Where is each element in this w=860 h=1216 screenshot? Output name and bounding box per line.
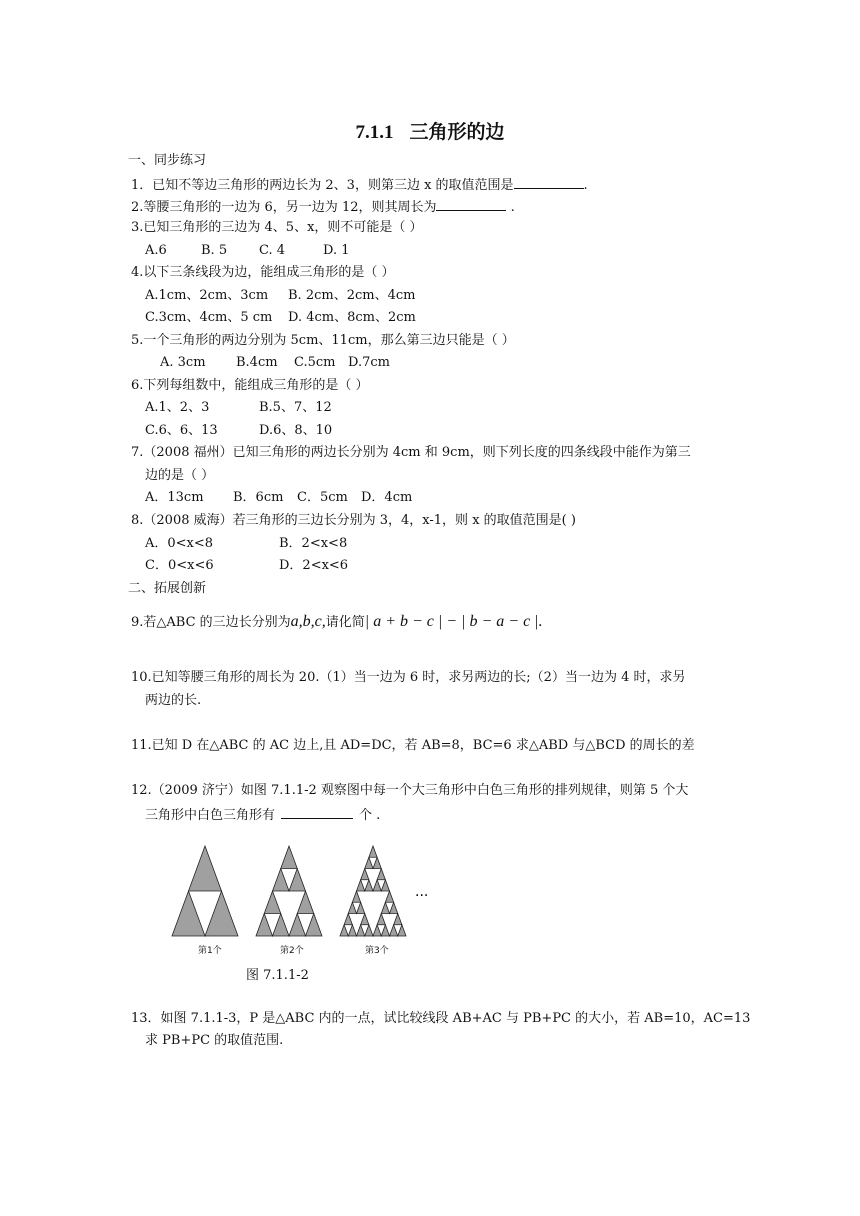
question-5-stem: 5.一个三角形的两边分别为 5cm、11cm，那么第三边只能是（ ） bbox=[131, 333, 515, 348]
question-4-stem: 4.以下三条线段为边，能组成三角形的是（ ） bbox=[131, 265, 395, 280]
question-7-line1: 7.（2008 福州）已知三角形的两边长分别为 4cm 和 9cm，则下列长度的四条线段中能作为第三 bbox=[131, 445, 691, 460]
question-3-options: A.6 B. 5 C. 4 D. 1 bbox=[145, 243, 350, 258]
title-number: 7.1.1 bbox=[355, 122, 394, 143]
math-variables: a,b,c, bbox=[290, 613, 326, 630]
question-6-options-row2: C.6、6、13 D.6、8、10 bbox=[145, 423, 333, 438]
figure-caption: 图 7.1.1-2 bbox=[246, 968, 309, 983]
question-1: 1．已知不等边三角形的两边长为 2、3，则第三边 x 的取值范围是 . bbox=[131, 175, 588, 195]
question-6-options-row1: A.1、2、3 B.5、7、12 bbox=[145, 400, 332, 415]
question-2: 2.等腰三角形的一边为 6，另一边为 12，则其周长为 . bbox=[131, 197, 515, 217]
figure-label-3: 第3个 bbox=[365, 946, 389, 956]
page-title bbox=[0, 117, 860, 144]
section-heading-extension: 二、拓展创新 bbox=[128, 581, 207, 596]
question-9: 9.若△ABC 的三边长分别为a,b,c,请化简| a + b − c | − | b − a − c |. bbox=[131, 613, 543, 630]
question-7-options: A．13cm B．6cm C．5cm D．4cm bbox=[145, 490, 413, 505]
title-text: 三角形的边 bbox=[409, 122, 505, 143]
question-4-options-row1: A.1cm、2cm、3cm B. 2cm、2cm、4cm bbox=[145, 288, 416, 303]
answer-blank bbox=[281, 805, 353, 819]
figure-label-1: 第1个 bbox=[198, 946, 222, 956]
ellipsis-text: ··· bbox=[415, 888, 429, 904]
question-6-stem: 6.下列每组数中，能组成三角形的是（ ） bbox=[131, 378, 369, 393]
question-4-options-row2: C.3cm、4cm、5 cm D. 4cm、8cm、2cm bbox=[145, 310, 416, 325]
section-heading-practice: 一、同步练习 bbox=[128, 153, 207, 168]
question-12-line2: 三角形中白色三角形有 个 . bbox=[145, 805, 380, 825]
triangle-stage-2 bbox=[256, 846, 322, 936]
question-5-options: A. 3cm B.4cm C.5cm D.7cm bbox=[160, 355, 390, 370]
triangle-stage-3 bbox=[340, 846, 406, 936]
triangle-stage-1 bbox=[172, 846, 238, 936]
question-12-line1: 12.（2009 济宁）如图 7.1.1-2 观察图中每一个大三角形中白色三角形的排列规律，则第 5 个大 bbox=[131, 783, 689, 798]
question-8-options-row1: A．0<x<8 B．2<x<8 bbox=[145, 536, 348, 551]
question-10-line1: 10.已知等腰三角形的周长为 20.（1）当一边为 6 时，求另两边的长;（2）当一边为 4 时，求另 bbox=[131, 670, 686, 685]
question-3-stem: 3.已知三角形的三边为 4、5、x，则不可能是（ ） bbox=[131, 220, 423, 235]
question-8-options-row2: C．0<x<6 D．2<x<6 bbox=[145, 558, 349, 573]
question-13-line2: 求 PB+PC 的取值范围. bbox=[145, 1033, 284, 1048]
question-11: 11.已知 D 在△ABC 的 AC 边上,且 AD=DC，若 AB=8，BC=6 求△ABD 与△BCD 的周长的差 bbox=[131, 738, 695, 753]
question-7-line2: 边的是（ ） bbox=[145, 468, 215, 483]
answer-blank bbox=[514, 175, 584, 189]
question-8-stem: 8.（2008 威海）若三角形的三边长分别为 3，4，x-1，则 x 的取值范围是( ) bbox=[131, 513, 576, 528]
answer-blank bbox=[436, 197, 506, 211]
question-10-line2: 两边的长. bbox=[145, 693, 202, 708]
math-expression: | a + b − c | − | b − a − c |. bbox=[364, 613, 543, 630]
figure-label-2: 第2个 bbox=[280, 946, 304, 956]
question-13-line1: 13．如图 7.1.1-3，P 是△ABC 内的一点，试比较线段 AB+AC 与 PB+PC 的大小，若 AB=10，AC=13 bbox=[131, 1011, 751, 1026]
sierpinski-triangle-figure bbox=[165, 840, 455, 950]
